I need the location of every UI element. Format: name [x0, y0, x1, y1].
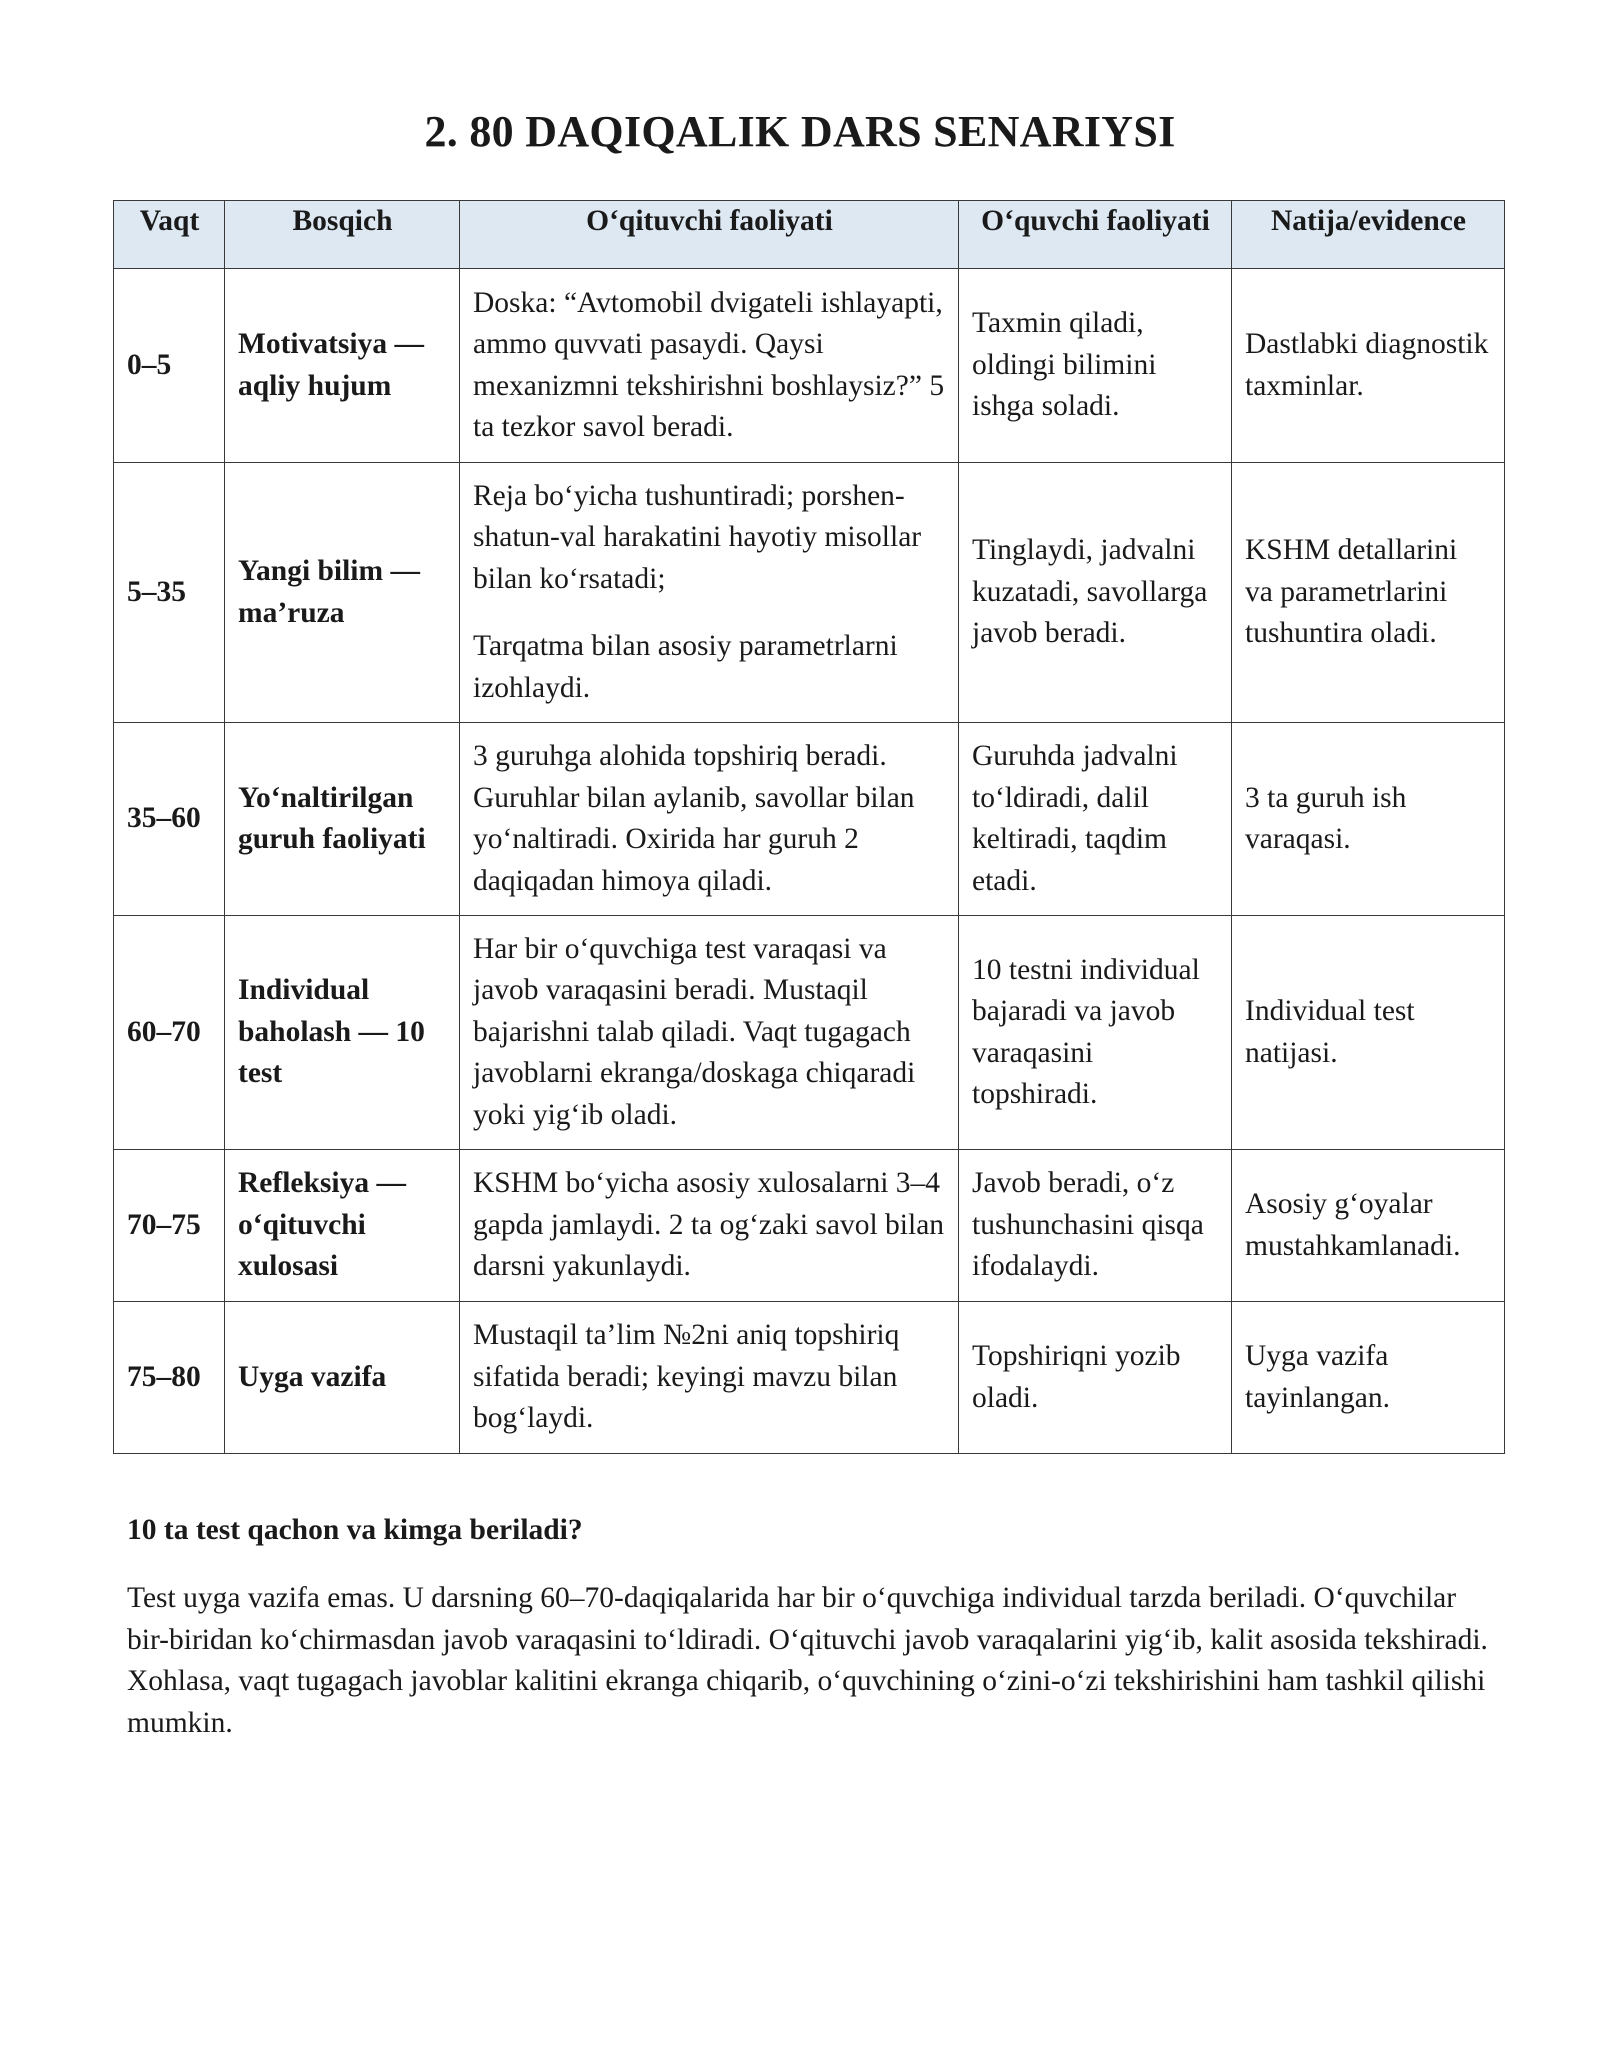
column-header-time: Vaqt: [114, 201, 225, 269]
table-row: [114, 269, 1505, 463]
teacher-activity-cell: [460, 1150, 959, 1302]
teacher-activity-cell: [460, 1302, 959, 1454]
stage-cell: Yangi bilim — ma’ruza: [225, 463, 460, 723]
column-header-teacher-activity: O‘qituvchi faoliyati: [460, 201, 959, 269]
result-cell: Dastlabki diagnostik taxminlar.: [1232, 269, 1505, 463]
teacher-activity-text: KSHM bo‘yicha asosiy xulosalarni 3–4 gapda jamlaydi. 2 ta og‘zaki savol bilan darsni yakunlaydi.: [473, 1167, 945, 1283]
result-cell: Uyga vazifa tayinlangan.: [1232, 1302, 1505, 1454]
student-activity-cell: Taxmin qiladi, oldingi bilimini ishga soladi.: [959, 269, 1232, 463]
table-row: [114, 463, 1505, 723]
teacher-activity-text: Doska: “Avtomobil dvigateli ishlayapti, ammo quvvati pasaydi. Qaysi mexanizmni tekshirishni boshlaysiz?” 5 ta tezkor savol beradi.: [473, 286, 945, 443]
time-cell: 35–60: [114, 723, 225, 916]
table-row: [114, 1302, 1505, 1454]
teacher-activity-cell: [460, 269, 959, 463]
time-cell: 60–70: [114, 916, 225, 1150]
stage-cell: Refleksiya — o‘qituvchi xulosasi: [225, 1150, 460, 1302]
time-cell: 75–80: [114, 1302, 225, 1454]
column-header-stage: Bosqich: [225, 201, 460, 269]
table-row: [114, 916, 1505, 1150]
teacher-activity-text: 3 guruhga alohida topshiriq beradi. Guruhlar bilan aylanib, savollar bilan yo‘naltiradi. Oxirida har guruh 2 daqiqadan himoya qiladi.: [473, 740, 915, 897]
section-paragraph: Test uyga vazifa emas. U darsning 60–70-daqiqalarida har bir o‘quvchiga individual tarzda beriladi. O‘quvchilar bir-biridan ko‘chirmasdan javob varaqasini to‘ldiradi. O‘qituvchi javob varaqalarini yig‘ib, kalit asosida tekshiradi. Xohlasa, vaqt tugagach javoblar kalitini ekranga chiqarib, o‘quvchining o‘zini-o‘zi tekshirishini ham tashkil qilishi mumkin.: [127, 1582, 1488, 1739]
section-heading: 10 ta test qachon va kimga beriladi?: [127, 1514, 583, 1546]
column-header-student-activity: O‘quvchi faoliyati: [959, 201, 1232, 269]
teacher-activity-text: Mustaqil ta’lim №2ni aniq topshiriq sifatida beradi; keyingi mavzu bilan bog‘laydi.: [473, 1319, 900, 1435]
student-activity-cell: Tinglaydi, jadvalni kuzatadi, savollarga javob beradi.: [959, 463, 1232, 723]
teacher-activity-text: Har bir o‘quvchiga test varaqasi va javob varaqasini beradi. Mustaqil bajarishni talab qiladi. Vaqt tugagach javoblarni ekranga/doskaga chiqaradi yoki yig‘ib oladi.: [473, 932, 916, 1131]
stage-cell: Individual baholash — 10 test: [225, 916, 460, 1150]
time-cell: 5–35: [114, 463, 225, 723]
teacher-activity-cell: [460, 463, 959, 723]
result-cell: Asosiy g‘oyalar mustahkamlanadi.: [1232, 1150, 1505, 1302]
table-row: [114, 723, 1505, 916]
time-cell: 0–5: [114, 269, 225, 463]
stage-cell: Motivatsiya — aqliy hujum: [225, 269, 460, 463]
student-activity-cell: 10 testni individual bajaradi va javob varaqasini topshiradi.: [959, 916, 1232, 1150]
table-header-row: [114, 201, 1505, 269]
lesson-scenario-table: [113, 200, 1505, 1454]
table-row: [114, 1150, 1505, 1302]
student-activity-cell: Javob beradi, o‘z tushunchasini qisqa ifodalaydi.: [959, 1150, 1232, 1302]
teacher-activity-text: Tarqatma bilan asosiy parametrlarni izohlaydi.: [473, 630, 898, 704]
time-cell: 70–75: [114, 1150, 225, 1302]
teacher-activity-cell: [460, 723, 959, 916]
result-cell: Individual test natijasi.: [1232, 916, 1505, 1150]
teacher-activity-text: Reja bo‘yicha tushuntiradi; porshen-shatun-val harakatini hayotiy misollar bilan ko‘rsatadi;: [473, 479, 922, 595]
result-cell: KSHM detallarini va parametrlarini tushuntira oladi.: [1232, 463, 1505, 723]
stage-cell: Yo‘naltirilgan guruh faoliyati: [225, 723, 460, 916]
column-header-result: Natija/evidence: [1232, 201, 1505, 269]
page-title: 2. 80 DAQIQALIK DARS SENARIYSI: [424, 107, 1176, 156]
stage-cell: Uyga vazifa: [225, 1302, 460, 1454]
result-cell: 3 ta guruh ish varaqasi.: [1232, 723, 1505, 916]
teacher-activity-cell: [460, 916, 959, 1150]
student-activity-cell: Guruhda jadvalni to‘ldiradi, dalil keltiradi, taqdim etadi.: [959, 723, 1232, 916]
student-activity-cell: Topshiriqni yozib oladi.: [959, 1302, 1232, 1454]
